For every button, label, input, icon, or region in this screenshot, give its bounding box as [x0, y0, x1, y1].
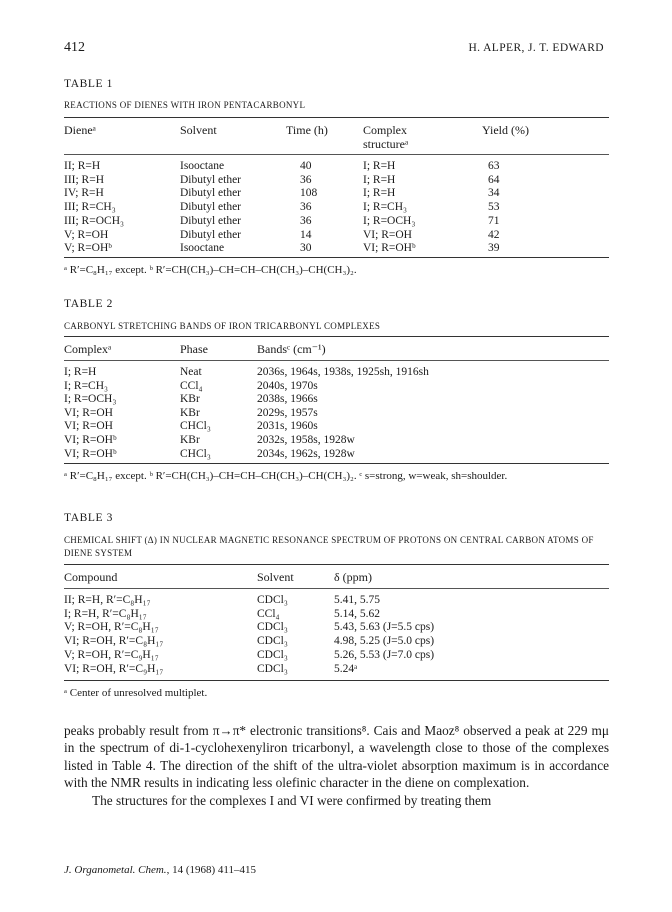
cell-shift: 5.24ᵃ: [334, 662, 358, 675]
cell-solvent: Isooctane: [180, 160, 225, 172]
table-row: [64, 649, 609, 662]
cell-yield: 64: [488, 173, 500, 186]
table-row: [64, 160, 609, 173]
cell-shift: 4.98, 5.25 (J=5.0 cps): [334, 635, 435, 648]
cell-complex: I; R=CH₃: [363, 201, 408, 214]
table2-number: TABLE 2: [64, 298, 113, 310]
cell-solvent: Dibutyl ether: [180, 187, 241, 200]
cell-yield: 53: [488, 201, 500, 214]
cell-solvent: CCl₄: [257, 607, 280, 620]
table1-number: TABLE 1: [64, 78, 113, 90]
table3-col-shift: δ (ppm): [334, 570, 372, 584]
cell-bands: 2038s, 1966s: [257, 393, 318, 406]
cell-solvent: Dibutyl ether: [180, 214, 241, 227]
cell-compound: II; R=H, R′=C₈H₁₇: [64, 594, 151, 606]
cell-compound: V; R=OH, R′=C₉H₁₇: [64, 648, 159, 661]
table-row: [64, 201, 609, 214]
cell-diene: III; R=OCH₃: [64, 214, 125, 227]
table3-col-solvent: Solvent: [257, 570, 294, 584]
cell-complex: I; R=OCH₃: [363, 214, 416, 227]
cell-phase: KBr: [180, 406, 200, 419]
table-row: [64, 229, 609, 242]
table1-col-time: Time (h): [286, 123, 328, 137]
cell-compound: V; R=OH, R′=C₈H₁₇: [64, 621, 159, 634]
cell-compound: VI; R=OH, R′=C₉H₁₇: [64, 662, 164, 675]
cell-complex: I; R=H: [363, 160, 396, 172]
cell-phase: CHCl₃: [180, 420, 211, 433]
cell-phase: CHCl₃: [180, 447, 211, 460]
table1-col-yield: Yield (%): [482, 123, 529, 137]
cell-solvent: CDCl₃: [257, 662, 288, 675]
cell-diene: II; R=H: [64, 160, 101, 172]
table-row: [64, 215, 609, 228]
table2-top-rule: [64, 336, 609, 337]
table2-caption: CARBONYL STRETCHING BANDS OF IRON TRICARBONYL COMPLEXES: [64, 321, 381, 331]
cell-solvent: CDCl₃: [257, 635, 288, 648]
cell-time: 36: [300, 214, 312, 227]
cell-complex: VI; R=OH: [64, 420, 113, 433]
cell-diene: V; R=OH: [64, 228, 109, 241]
cell-complex: VI; R=OHᵇ: [64, 434, 117, 446]
table1-bottom-rule: [64, 257, 609, 258]
journal-volume-pages: , 14 (1968) 411–415: [166, 864, 256, 876]
cell-complex: I; R=H: [363, 187, 396, 200]
table2-col-bands: Bandsᶜ (cm⁻¹): [257, 342, 326, 356]
cell-complex: I; R=OCH₃: [64, 393, 117, 406]
cell-time: 14: [300, 228, 312, 241]
cell-phase: CCl₄: [180, 379, 203, 392]
table2-header-rule: [64, 360, 609, 361]
page-number: 412: [64, 40, 85, 55]
table-row: [64, 187, 609, 200]
table-row: [64, 594, 609, 607]
table-row: [64, 407, 609, 420]
table3-col-compound: Compound: [64, 570, 118, 584]
cell-solvent: Isooctane: [180, 242, 225, 255]
cell-bands: 2029s, 1957s: [257, 406, 318, 419]
table-row: [64, 621, 609, 634]
table1-col-solvent: Solvent: [180, 123, 217, 137]
table3-top-rule: [64, 564, 609, 565]
table-row: [64, 174, 609, 187]
cell-diene: III; R=H: [64, 173, 105, 186]
table3-number: TABLE 3: [64, 512, 113, 524]
cell-complex: VI; R=OH: [64, 406, 113, 419]
cell-shift: 5.14, 5.62: [334, 607, 380, 620]
cell-yield: 71: [488, 214, 500, 227]
cell-time: 108: [300, 187, 318, 200]
cell-shift: 5.26, 5.53 (J=7.0 cps): [334, 648, 435, 661]
table-row: [64, 663, 609, 676]
table-row: [64, 420, 609, 433]
cell-bands: 2040s, 1970s: [257, 379, 318, 392]
cell-complex: VI; R=OHᵇ: [363, 242, 416, 255]
cell-complex: I; R=CH₃: [64, 379, 109, 392]
cell-time: 40: [300, 160, 312, 172]
table-row: [64, 448, 609, 461]
cell-time: 36: [300, 201, 312, 214]
cell-solvent: Dibutyl ether: [180, 173, 241, 186]
body-paragraph-1: peaks probably result from π→π* electronic transitions⁸. Cais and Maoz⁸ observed a peak at 229 mμ in the spectrum of di-1-cyclohexenyliron tricarbonyl, a wavelength close to those of the complexes listed in Table 4. The direction of the shift of the ultra-violet absorption maximum is in accordance with the NMR results in indicating less olefinic character in the diene on complexation.: [64, 723, 609, 791]
cell-phase: Neat: [180, 366, 202, 378]
table-row: [64, 242, 609, 255]
cell-phase: KBr: [180, 434, 200, 446]
table2-bottom-rule: [64, 463, 609, 464]
cell-solvent: Dibutyl ether: [180, 201, 241, 214]
cell-solvent: Dibutyl ether: [180, 228, 241, 241]
running-head-authors: H. ALPER, J. T. EDWARD: [468, 42, 604, 54]
table-row: [64, 366, 609, 379]
cell-shift: 5.41, 5.75: [334, 594, 380, 606]
body-paragraph-2: The structures for the complexes I and VI were confirmed by treating them: [92, 792, 492, 808]
cell-bands: 2034s, 1962s, 1928w: [257, 447, 355, 460]
table3-header-rule: [64, 588, 609, 589]
cell-bands: 2031s, 1960s: [257, 420, 318, 433]
table2-footnote: ᵃ R′=C₈H₁₇ except. ᵇ R′=CH(CH₃)–CH=CH–CH(CH₃)–CH(CH₃)₂. ᶜ s=strong, w=weak, sh=shoulder.: [64, 470, 508, 482]
cell-complex: I; R=H: [64, 366, 97, 378]
cell-shift: 5.43, 5.63 (J=5.5 cps): [334, 621, 435, 634]
cell-time: 30: [300, 242, 312, 255]
table3-caption: CHEMICAL SHIFT (Δ) IN NUCLEAR MAGNETIC RESONANCE SPECTRUM OF PROTONS ON CENTRAL CARBON ATOMS OF DIENE SYSTEM: [64, 535, 594, 558]
cell-yield: 42: [488, 228, 500, 241]
cell-yield: 39: [488, 242, 500, 255]
table2-col-complex: Complexᵃ: [64, 342, 112, 356]
cell-complex: VI; R=OHᵇ: [64, 447, 117, 460]
cell-solvent: CDCl₃: [257, 648, 288, 661]
cell-yield: 34: [488, 187, 500, 200]
cell-complex: I; R=H: [363, 173, 396, 186]
cell-compound: I; R=H, R′=C₈H₁₇: [64, 607, 147, 620]
table1-col-complex: Complex: [363, 123, 407, 137]
table-row: [64, 608, 609, 621]
cell-time: 36: [300, 173, 312, 186]
table3-footnote: ᵃ Center of unresolved multiplet.: [64, 687, 208, 699]
cell-bands: 2036s, 1964s, 1938s, 1925sh, 1916sh: [257, 366, 429, 378]
table-row: [64, 635, 609, 648]
cell-compound: VI; R=OH, R′=C₈H₁₇: [64, 635, 164, 648]
body-text: [64, 722, 609, 809]
table1-col-diene: Dieneᵃ: [64, 123, 96, 137]
table3-bottom-rule: [64, 680, 609, 681]
cell-solvent: CDCl₃: [257, 621, 288, 634]
journal-name: J. Organometal. Chem.: [64, 864, 167, 876]
table-row: [64, 380, 609, 393]
cell-diene: III; R=CH₃: [64, 201, 116, 214]
cell-diene: V; R=OHᵇ: [64, 242, 112, 255]
cell-bands: 2032s, 1958s, 1928w: [257, 434, 355, 446]
cell-diene: IV; R=H: [64, 187, 104, 200]
cell-complex: VI; R=OH: [363, 228, 412, 241]
table2-col-phase: Phase: [180, 342, 208, 356]
table-row: [64, 393, 609, 406]
table-row: [64, 434, 609, 447]
table1-col-structure: structureᵃ: [363, 137, 409, 151]
table1-top-rule: [64, 117, 609, 118]
table1-caption: REACTIONS OF DIENES WITH IRON PENTACARBONYL: [64, 100, 306, 110]
table1-header-rule: [64, 154, 609, 155]
cell-yield: 63: [488, 160, 500, 172]
cell-phase: KBr: [180, 393, 200, 406]
table1-footnote: ᵃ R′=C₈H₁₇ except. ᵇ R′=CH(CH₃)–CH=CH–CH(CH₃)–CH(CH₃)₂.: [64, 264, 357, 276]
cell-solvent: CDCl₃: [257, 594, 288, 606]
journal-citation: [64, 864, 256, 876]
